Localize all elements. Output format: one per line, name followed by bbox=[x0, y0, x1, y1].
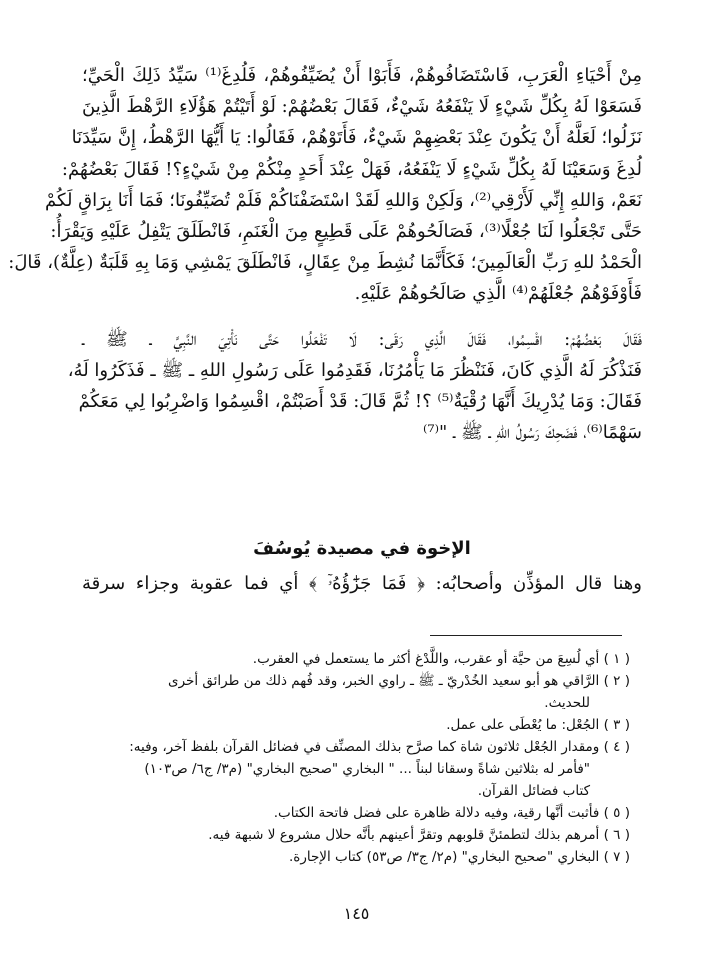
section-heading: الإخوة في مصيدة يُوسُفَ bbox=[253, 538, 471, 559]
footnote-text: فأثبت أنَّها رقية، وفيه دلالة ظاهرة على فضل فاتحة الكتاب. bbox=[273, 805, 600, 821]
footnote bbox=[82, 802, 630, 824]
body-line: فَنَذْكُرَ لَهُ الَّذِي كَانَ، فَنَنْظُرَ مَا يَأْمُرُنَا، فَقَدِمُوا عَلَى رَسُولِ اللهِ ـ ﷺ ـ فَذَكَرُوا لَهُ، bbox=[67, 359, 642, 381]
body-line: فَسَعَوْا لَهُ بِكُلِّ شَيْءٍ لَا يَنْفَعُهُ شَيْءٌ، فَقَالَ بَعْضُهُمْ: لَوْ أَتَيْتُمْ هَؤُلَاءِ الرَّهْطَ الَّذِينَ bbox=[82, 96, 642, 118]
footnote bbox=[82, 736, 630, 802]
footnote-text: "فأمر له بثلاثين شاةً وسقانا لبناً ... " البخاري "صحيح البخاري" (م٣/ ج٦/ ص١٠٣) bbox=[144, 761, 590, 777]
body-line: فَقَالَ: وَمَا يُدْرِيكَ أَنَّهَا رُقْيَةٌ⁽⁵⁾ ؟! ثُمَّ قَالَ: قَدْ أَصَبْتُمْ، اقْسِمُوا وَاضْرِبُوا لِي مَعَكُمْ bbox=[78, 390, 642, 412]
footnote-number: ( ٦ ) bbox=[603, 827, 630, 843]
body-line: فَقَالَ بَعْضُهُمْ: اقْسِمُوا، فَقَالَ الَّذِي رَقَى: لَا تَفْعَلُوا حَتَّى نَأْتِيَ النَّبِيَّ ـ ﷺ ـ bbox=[82, 328, 642, 350]
body-line: الْحَمْدُ للهِ رَبِّ الْعَالَمِينَ؛ فَكَأَنَّمَا نُشِطَ مِنْ عِقَالٍ، فَانْطَلَقَ يَمْشِي وَمَا بِهِ قَلَبَةٌ (عِلَّةٌ)، قَالَ: bbox=[8, 252, 642, 274]
footnote-text: ومقدار الجُعْل ثلاثون شاة كما صرَّح بذلك المصنِّف في فضائل القرآن بلفظ آخر، وفيه: bbox=[129, 739, 600, 755]
body-line: لُدِغَ وَسَعَيْنَا لَهُ بِكُلِّ شَيْءٍ لَا يَنْفَعُهُ، فَهَلْ عِنْدَ أَحَدٍ مِنْكُمْ مِنْ شَيْءٍ؟! فَقَالَ بَعْضُهُمْ: bbox=[61, 158, 642, 180]
footnote-number: ( ٤ ) bbox=[603, 739, 630, 755]
footnote-number: ( ٧ ) bbox=[603, 849, 630, 865]
footnote bbox=[82, 846, 630, 868]
footnote-number: ( ١ ) bbox=[603, 651, 630, 667]
footnote-text: كتاب فضائل القرآن. bbox=[477, 783, 590, 799]
footnote-number: ( ٥ ) bbox=[603, 805, 630, 821]
footnote-number: ( ٢ ) bbox=[603, 673, 630, 689]
body-line: مِنْ أَحْيَاءِ الْعَرَبِ، فَاسْتَضَافُوهُمْ، فَأَبَوْا أَنْ يُضَيِّفُوهُمْ، فَلُدِغَ⁽¹⁾ سَيِّدُ ذَلِكَ الْحَيِّ؛ bbox=[82, 65, 642, 86]
footnote-text: البخاري "صحيح البخاري" (م٢/ ج٣/ ص٥٣) كتاب الإجارة. bbox=[288, 849, 600, 865]
page-number: ١٤٥ bbox=[343, 904, 370, 923]
footnote-text: أي لُسِعَ من حيَّة أو عقرب، واللَّدْغ أكثر ما يستعمل في العقرب. bbox=[252, 651, 600, 667]
footnote-text: أمرهم بذلك لتطمئنَّ قلوبهم وتقرَّ أعينهم بأنَّه حلال مشروع لا شبهة فيه. bbox=[208, 827, 600, 843]
footnote-divider bbox=[430, 635, 622, 636]
footnote bbox=[82, 824, 630, 846]
intro-line: وهنا قال المؤذِّن وأصحابُه: ﴿ فَمَا جَزَٰٓؤُهُۥٓ ﴾ أي فما عقوبة وجزاء سرقة bbox=[82, 573, 642, 594]
footnote-text: للحديث. bbox=[544, 695, 590, 711]
body-line: نَعَمْ، وَاللهِ إِنِّي لَأَرْقِي⁽²⁾، وَلَكِنْ وَاللهِ لَقَدْ اسْتَضَفْنَاكُمْ فَلَمْ تُضَيِّفُونَا؛ فَمَا أَنَا بِرَاقٍ لَكُمْ bbox=[45, 189, 642, 211]
footnotes bbox=[82, 648, 630, 868]
footnote-text: الجُعْل: ما يُعْطَى على عمل. bbox=[446, 717, 600, 733]
body-line: نَزَلُوا؛ لَعَلَّهُ أَنْ يَكُونَ عِنْدَ بَعْضِهِمْ شَيْءٌ، فَأَتَوْهُمْ، فَقَالُوا: يَا أَيُّهَا الرَّهْطُ، إِنَّ سَيِّدَنَا bbox=[71, 127, 642, 149]
footnote-text: الرَّاقي هو أبو سعيد الخُدْريّ ـ ﷺ ـ راوي الخبر، وقد فُهم ذلك من طرائق أخرى bbox=[168, 673, 600, 689]
main-text bbox=[8, 60, 642, 448]
body-line: سَهْمًا⁽⁶⁾، فَضَحِكَ رَسُولُ اللهِ ـ ﷺ ـ "⁽⁷⁾ bbox=[422, 422, 642, 444]
body-line: فَأَوْفَوْهُمْ جُعْلَهُمْ⁽⁴⁾ الَّذِي صَالَحُوهُمْ عَلَيْهِ. bbox=[354, 283, 642, 305]
footnote-number: ( ٣ ) bbox=[603, 717, 630, 733]
footnote bbox=[82, 648, 630, 670]
footnote bbox=[82, 670, 630, 714]
footnote bbox=[82, 714, 630, 736]
body-line: حَتَّى تَجْعَلُوا لَنَا جُعْلًا⁽³⁾، فَصَالَحُوهُمْ عَلَى قَطِيعٍ مِنَ الْغَنَمِ، فَانْطَلَقَ يَتْفِلُ عَلَيْهِ وَيَقْرَأُ: bbox=[50, 220, 642, 242]
